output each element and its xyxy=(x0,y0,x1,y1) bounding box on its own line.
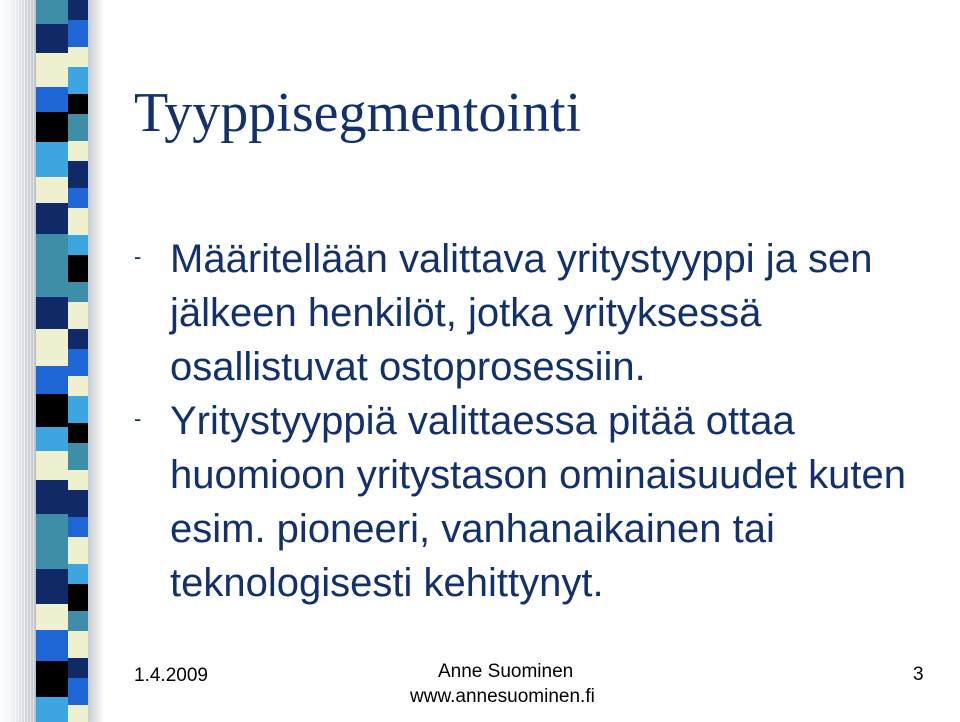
stripe-block xyxy=(68,235,88,255)
stripe-block xyxy=(36,366,68,394)
stripe-block xyxy=(68,537,88,564)
stripe-block xyxy=(68,705,88,722)
stripe-block xyxy=(68,188,88,208)
stripe-block xyxy=(36,697,68,722)
stripe-block xyxy=(36,480,68,514)
stripe-block xyxy=(68,349,88,376)
stripe-column-left xyxy=(36,0,68,722)
bullet-text: Määritellään valittava yritystyyppi ja sen jälkeen henkilöt, jotka yrityksessä osallistuvat ostoprosessiin. xyxy=(170,237,873,389)
footer-url: www.annesuominen.fi xyxy=(410,686,595,707)
stripe-block xyxy=(36,451,68,480)
stripe-block xyxy=(68,67,88,94)
stripe-block xyxy=(36,142,68,177)
stripe-block xyxy=(68,161,88,188)
stripe-block xyxy=(36,53,68,87)
stripe-block xyxy=(36,234,68,270)
stripe-block xyxy=(68,517,88,537)
stripe-block xyxy=(68,329,88,349)
stripe-block xyxy=(68,0,88,20)
stripe-block xyxy=(68,282,88,302)
page-number: 3 xyxy=(913,664,924,685)
stripe-block xyxy=(68,141,88,161)
stripe-block xyxy=(36,87,68,112)
stripe-block xyxy=(68,47,88,67)
stripe-shadow xyxy=(88,0,104,722)
stripe-block xyxy=(68,423,88,443)
stripe-block xyxy=(68,20,88,47)
bullet-item xyxy=(134,232,940,394)
bullet-dash: - xyxy=(134,244,142,269)
stripe-block xyxy=(36,569,68,604)
stripe-block xyxy=(36,0,68,24)
stripe-block xyxy=(36,539,68,569)
stripe-block xyxy=(36,630,68,661)
stripe-column-right xyxy=(68,0,88,722)
slide-title: Tyyppisegmentointi xyxy=(134,82,582,144)
stripe-block xyxy=(36,24,68,53)
stripe-block xyxy=(36,604,68,630)
stripe-block xyxy=(68,658,88,678)
bullet-list xyxy=(134,232,940,610)
stripe-block xyxy=(36,112,68,142)
stripe-block xyxy=(68,678,88,705)
stripe-block xyxy=(68,584,88,611)
stripe-block xyxy=(68,94,88,114)
stripe-block xyxy=(68,255,88,282)
stripe-block xyxy=(68,302,88,329)
footer-author: Anne Suominen xyxy=(438,661,574,682)
stripe-block xyxy=(36,329,68,366)
stripe-block xyxy=(68,376,88,396)
stripe-block xyxy=(68,564,88,584)
stripe-block xyxy=(68,114,88,141)
stripe-gradient xyxy=(0,0,36,722)
stripe-block xyxy=(68,396,88,423)
bullet-text: Yritystyyppiä valittaessa pitää ottaa huomioon yritystason ominaisuudet kuten esim. pioneeri, vanhanaikainen tai teknologisesti kehittynyt. xyxy=(170,399,906,605)
footer-date: 1.4.2009 xyxy=(134,665,208,686)
stripe-block xyxy=(68,443,88,470)
stripe-block xyxy=(68,490,88,517)
stripe-block xyxy=(68,631,88,658)
decorative-stripe-band xyxy=(0,0,104,722)
stripe-block xyxy=(36,661,68,697)
stripe-block xyxy=(36,203,68,234)
stripe-block xyxy=(36,297,68,329)
stripe-block xyxy=(36,394,68,427)
stripe-block xyxy=(36,427,68,451)
stripe-block xyxy=(36,270,68,297)
stripe-block xyxy=(68,611,88,631)
stripe-block xyxy=(68,470,88,490)
bullet-dash: - xyxy=(134,406,142,431)
stripe-block xyxy=(68,208,88,235)
stripe-block xyxy=(36,177,68,203)
stripe-block xyxy=(36,514,68,539)
bullet-item xyxy=(134,394,940,610)
